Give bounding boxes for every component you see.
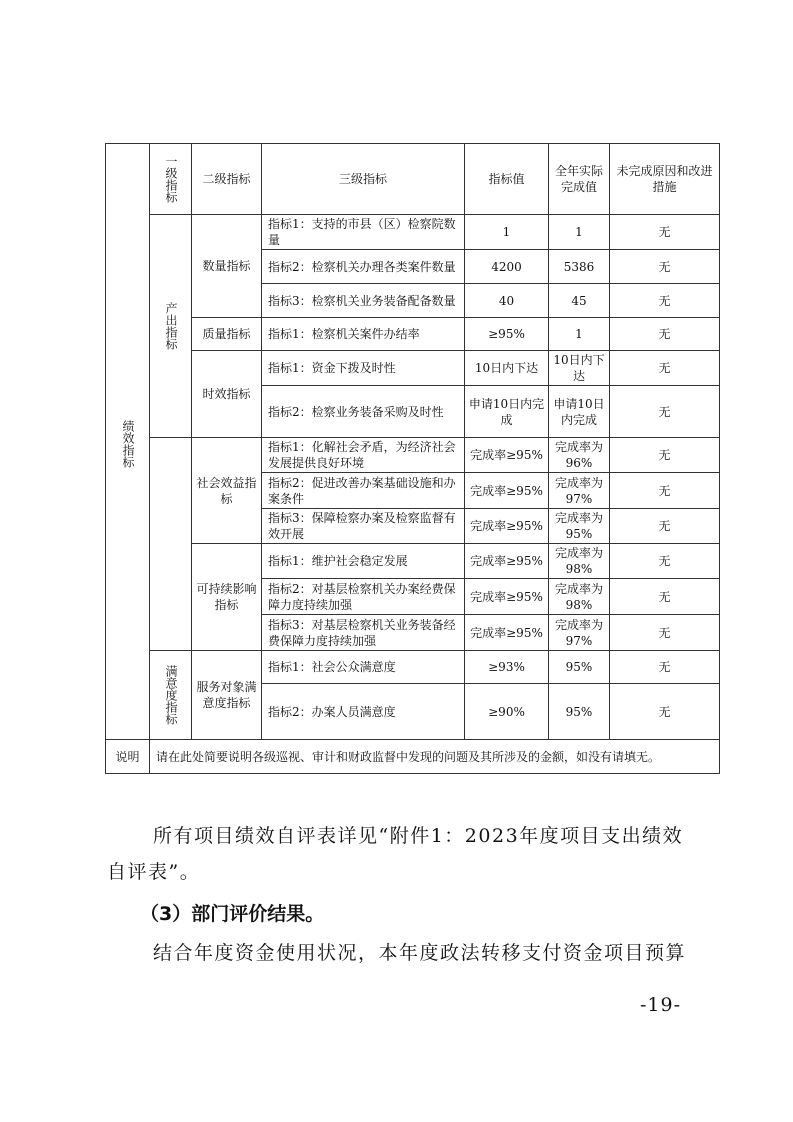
indicator-reason: 无 — [610, 615, 720, 651]
header-level3: 三级指标 — [262, 144, 465, 215]
header-level1: 一级指标 — [150, 144, 192, 215]
indicator-target: 完成率≥95% — [465, 509, 549, 544]
indicator-target: 完成率≥95% — [465, 615, 549, 651]
level2-social: 社会效益指标 — [192, 438, 262, 544]
indicator-reason: 无 — [610, 579, 720, 615]
indicator-reason: 无 — [610, 318, 720, 351]
indicator-actual: 95% — [549, 651, 610, 684]
indicator-target: ≥95% — [465, 318, 549, 351]
indicator-target: 完成率≥95% — [465, 579, 549, 615]
indicator-actual: 完成率为95% — [549, 509, 610, 544]
indicator-name: 指标2：促进改善办案基础设施和办案条件 — [262, 473, 465, 509]
header-level2: 二级指标 — [192, 144, 262, 215]
indicator-target: 完成率≥95% — [465, 544, 549, 579]
table-row — [106, 438, 720, 473]
indicator-name: 指标2：检察业务装备采购及时性 — [262, 386, 465, 438]
indicator-reason: 无 — [610, 284, 720, 318]
indicator-target: 完成率≥95% — [465, 438, 549, 473]
indicator-name: 指标3：保障检察办案及检察监督有效开展 — [262, 509, 465, 544]
level1-output: 产出指标 — [150, 215, 192, 438]
indicator-reason: 无 — [610, 509, 720, 544]
performance-table — [105, 143, 720, 774]
indicator-reason: 无 — [610, 473, 720, 509]
header-row — [106, 144, 720, 215]
indicator-name: 指标1：支持的市县（区）检察院数量 — [262, 215, 465, 250]
indicator-target: 40 — [465, 284, 549, 318]
indicator-actual: 95% — [549, 684, 610, 740]
indicator-actual: 完成率为98% — [549, 579, 610, 615]
indicator-name: 指标2：检察机关办理各类案件数量 — [262, 250, 465, 284]
header-reason: 未完成原因和改进措施 — [610, 144, 720, 215]
indicator-name: 指标3：检察机关业务装备配备数量 — [262, 284, 465, 318]
level2-sustain: 可持续影响指标 — [192, 544, 262, 651]
section-heading: （3）部门评价结果。 — [140, 903, 325, 925]
indicator-reason: 无 — [610, 215, 720, 250]
note-row — [106, 740, 720, 774]
indicator-actual: 完成率为96% — [549, 438, 610, 473]
indicator-actual: 完成率为97% — [549, 615, 610, 651]
paragraph-appendix-reference: 所有项目绩效自评表详见“附件1：2023年度项目支出绩效自评表”。 — [107, 825, 684, 883]
indicator-actual: 45 — [549, 284, 610, 318]
indicator-actual: 申请10日内完成 — [549, 386, 610, 438]
table-row — [106, 318, 720, 351]
indicator-name: 指标2：办案人员满意度 — [262, 684, 465, 740]
indicator-target: ≥93% — [465, 651, 549, 684]
paragraph-evaluation: 结合年度资金使用状况，本年度政法转移支付资金项目预算 — [153, 942, 687, 964]
level2-timeliness: 时效指标 — [192, 351, 262, 438]
indicator-name: 指标1：检察机关案件办结率 — [262, 318, 465, 351]
indicator-name: 指标1：社会公众满意度 — [262, 651, 465, 684]
level1-satisfaction: 满意度指标 — [150, 651, 192, 740]
note-label: 说明 — [106, 740, 150, 774]
level2-quantity: 数量指标 — [192, 215, 262, 318]
table-row — [106, 215, 720, 250]
indicator-name: 指标1：维护社会稳定发展 — [262, 544, 465, 579]
indicator-reason: 无 — [610, 544, 720, 579]
indicator-target: 4200 — [465, 250, 549, 284]
level1-benefit — [150, 438, 192, 651]
header-actual: 全年实际完成值 — [549, 144, 610, 215]
indicator-actual: 完成率为98% — [549, 544, 610, 579]
indicator-name: 指标1：化解社会矛盾，为经济社会发展提供良好环境 — [262, 438, 465, 473]
indicator-target: 完成率≥95% — [465, 473, 549, 509]
indicator-target: 申请10日内完成 — [465, 386, 549, 438]
level2-quality: 质量指标 — [192, 318, 262, 351]
indicator-reason: 无 — [610, 250, 720, 284]
indicator-actual: 完成率为97% — [549, 473, 610, 509]
indicator-target: 10日内下达 — [465, 351, 549, 386]
level2-service: 服务对象满意度指标 — [192, 651, 262, 740]
indicator-target: 1 — [465, 215, 549, 250]
note-text: 请在此处简要说明各级巡视、审计和财政监督中发现的问题及其所涉及的金额，如没有请填无。 — [150, 740, 720, 774]
table-row — [106, 544, 720, 579]
indicator-actual: 1 — [549, 215, 610, 250]
table-row — [106, 351, 720, 386]
indicator-name: 指标1：资金下拨及时性 — [262, 351, 465, 386]
indicator-target: ≥90% — [465, 684, 549, 740]
indicator-reason: 无 — [610, 351, 720, 386]
group-performance-indicators: 绩效指标 — [106, 144, 150, 740]
header-target: 指标值 — [465, 144, 549, 215]
page-number: -19- — [640, 994, 682, 1016]
indicator-reason: 无 — [610, 651, 720, 684]
indicator-actual: 1 — [549, 318, 610, 351]
indicator-actual: 10日内下达 — [549, 351, 610, 386]
indicator-name: 指标2：对基层检察机关办案经费保障力度持续加强 — [262, 579, 465, 615]
indicator-actual: 5386 — [549, 250, 610, 284]
indicator-reason: 无 — [610, 386, 720, 438]
indicator-reason: 无 — [610, 438, 720, 473]
indicator-name: 指标3：对基层检察机关业务装备经费保障力度持续加强 — [262, 615, 465, 651]
table-row — [106, 651, 720, 684]
indicator-reason: 无 — [610, 684, 720, 740]
